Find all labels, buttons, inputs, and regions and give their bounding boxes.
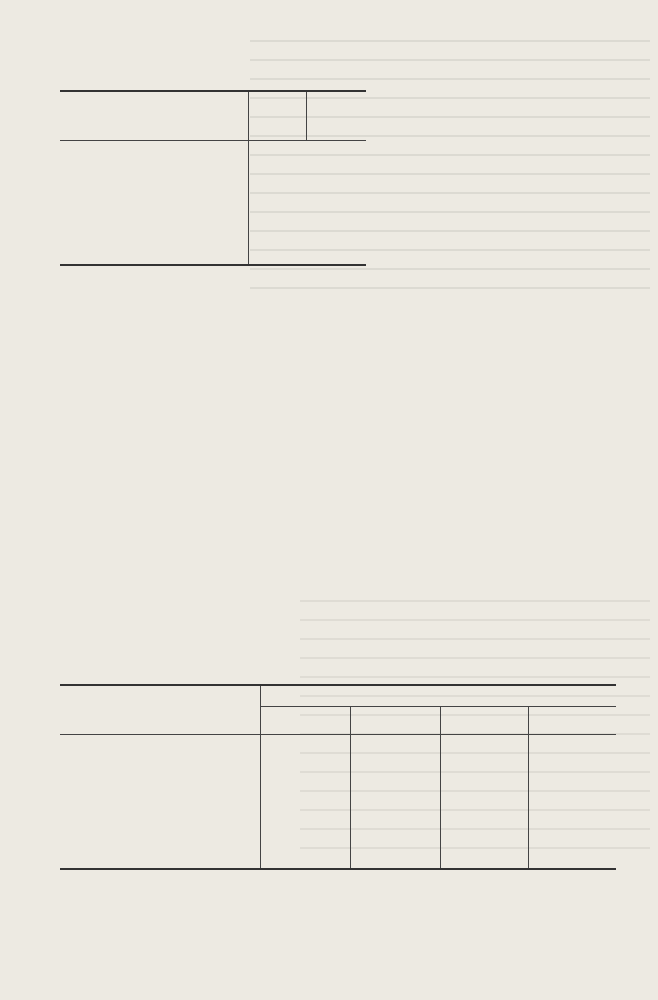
table-4-24-col-divider-3 <box>440 706 441 868</box>
table-4-23-header-rule <box>60 140 366 141</box>
table-4-24-col-divider-1 <box>260 686 261 868</box>
table-4-23-col-divider-top <box>306 92 307 141</box>
table-4-24-header-rule <box>60 734 616 735</box>
table-4-23 <box>60 90 366 266</box>
table-4-24-col-divider-2 <box>350 706 351 868</box>
table-4-23-col-divider <box>248 92 249 264</box>
table-4-24 <box>60 684 616 870</box>
table-4-24-years-rule <box>260 706 616 707</box>
table-4-24-col-divider-4 <box>528 706 529 868</box>
